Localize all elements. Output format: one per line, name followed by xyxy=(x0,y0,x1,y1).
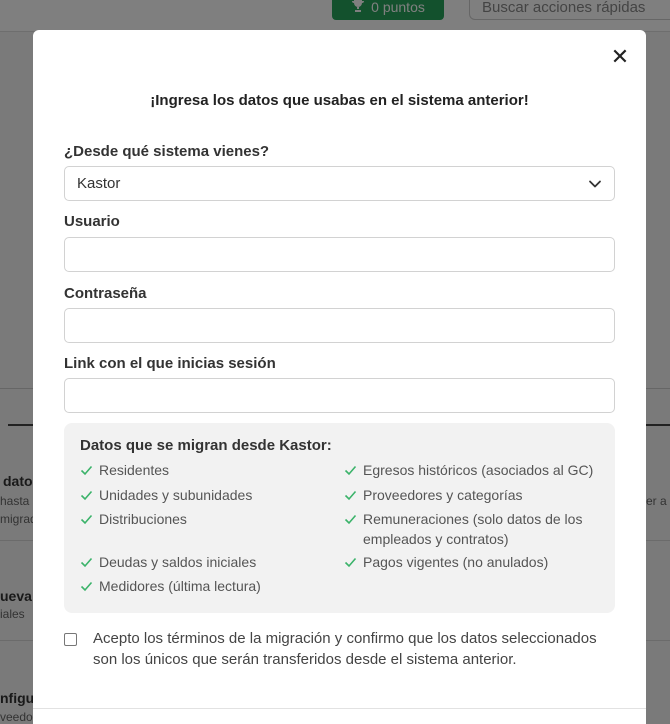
close-button[interactable] xyxy=(610,45,630,70)
check-icon xyxy=(344,509,357,529)
terms-checkbox[interactable] xyxy=(64,633,77,646)
migration-item-label: Deudas y saldos iniciales xyxy=(99,554,257,570)
migration-item-label: Distribuciones xyxy=(99,511,187,527)
migration-info-box xyxy=(64,423,615,613)
user-input[interactable] xyxy=(64,237,615,272)
migration-item-label: Residentes xyxy=(99,462,170,478)
password-label: Contraseña xyxy=(64,285,147,302)
migration-item xyxy=(344,485,615,505)
modal-footer-divider xyxy=(33,708,646,709)
migration-item xyxy=(344,552,615,572)
migration-item xyxy=(80,576,339,596)
check-icon xyxy=(80,460,93,480)
user-label: Usuario xyxy=(64,213,120,230)
system-label: ¿Desde qué sistema vienes? xyxy=(64,143,270,160)
migration-item xyxy=(80,552,339,572)
migration-item-label: Pagos vigentes (no anulados) xyxy=(363,554,549,570)
link-label: Link con el que inicias sesión xyxy=(64,355,276,372)
migration-modal xyxy=(33,30,646,724)
migration-item-label: Unidades y subunidades xyxy=(99,487,253,503)
migration-item-label: Egresos históricos (asociados al GC) xyxy=(363,462,594,478)
check-icon xyxy=(344,552,357,572)
terms-row xyxy=(64,628,615,670)
migration-item xyxy=(80,460,339,480)
check-icon xyxy=(80,552,93,572)
migration-item xyxy=(80,485,339,505)
check-icon xyxy=(80,485,93,505)
password-input[interactable] xyxy=(64,308,615,343)
check-icon xyxy=(344,460,357,480)
migration-item xyxy=(80,509,339,529)
migration-item-label: Proveedores y categorías xyxy=(363,487,523,503)
close-icon: ✕ xyxy=(610,45,630,70)
system-select[interactable] xyxy=(64,166,615,201)
check-icon xyxy=(344,485,357,505)
system-selected-value: Kastor xyxy=(77,175,121,192)
login-link-input[interactable] xyxy=(64,378,615,413)
check-icon xyxy=(80,509,93,529)
migration-item xyxy=(344,460,615,480)
migration-item xyxy=(344,509,608,549)
migration-item-label: Remuneraciones (solo datos de los empleados y contratos) xyxy=(363,511,583,547)
chevron-down-icon xyxy=(588,177,602,191)
migration-item-label: Medidores (última lectura) xyxy=(99,578,261,594)
terms-text[interactable]: Acepto los términos de la migración y confirmo que los datos seleccionados son los únicos que serán transferidos desde el sistema anterior. xyxy=(93,630,597,668)
modal-title: ¡Ingresa los datos que usabas en el sistema anterior! xyxy=(150,92,529,109)
migration-title: Datos que se migran desde Kastor: xyxy=(80,437,332,454)
check-icon xyxy=(80,576,93,596)
